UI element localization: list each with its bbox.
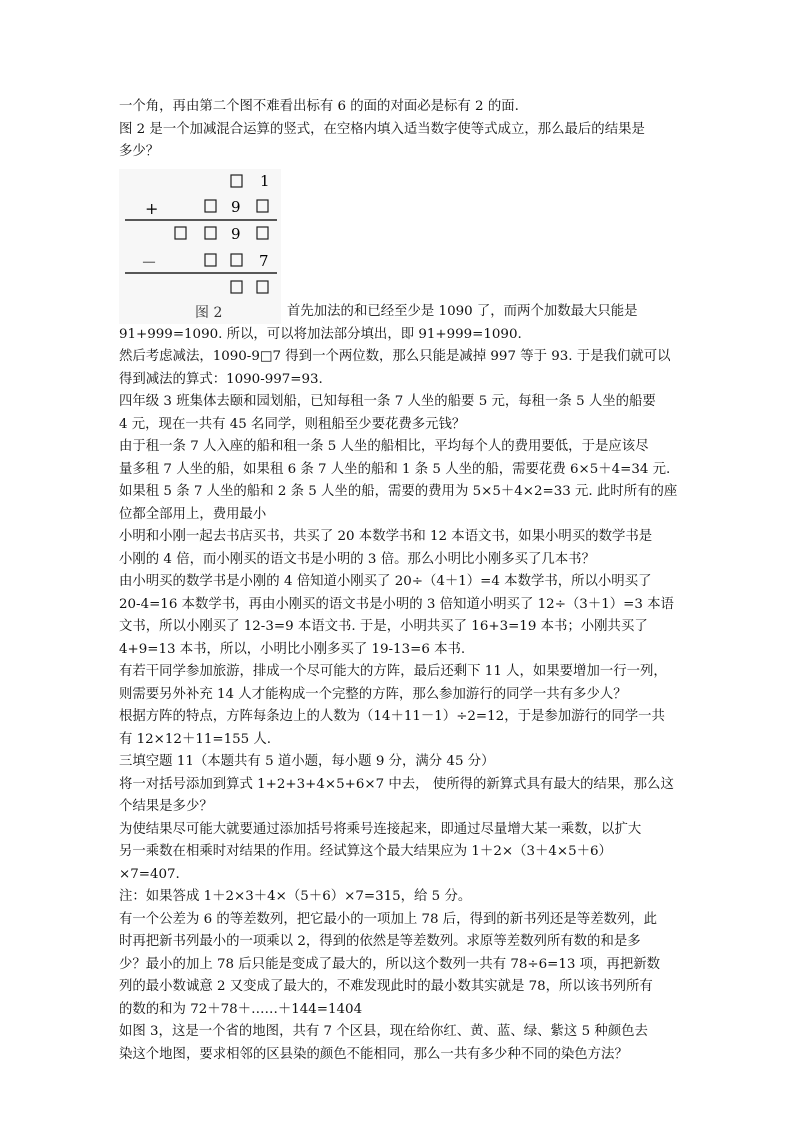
text-line: 四年级 3 班集体去颐和园划船，已知每租一条 7 人坐的船要 5 元，每租一条 5 人坐的船要 (119, 394, 656, 409)
text-lines-after-figure (119, 324, 679, 1067)
text-line: 列的最小数诚意 2 又变成了最大的，不难发现此时的最小数其实就是 78，所以该书列所有 (119, 979, 653, 994)
text-line: 如图 3，这是一个省的地图，共有 7 个区县，现在给你红、黄、蓝、绿、紫这 5 种颜色去 (119, 1024, 648, 1039)
text-line: 少？最小的加上 78 后只能是变成了最大的，所以这个数列一共有 78÷6=13 项，再把新数 (119, 956, 660, 972)
text-line: 多少？ (119, 144, 160, 159)
text-line: 将一对括号添加到算式 1+2+3+4×5+6×7 中去， 使所得的新算式具有最大的结果，那么这 (119, 776, 674, 792)
text-line: 量多租 7 人坐的船，如果租 6 条 7 人坐的船和 1 条 5 人坐的船，需要花费 6×5＋4=34 元. (119, 461, 671, 477)
text-line: 一个角，再由第二个图不难看出标有 6 的面的对面必是标有 2 的面. (119, 99, 519, 114)
text-line: 图 2 是一个加减混合运算的竖式，在空格内填入适当数字使等式成立，那么最后的结果是 (119, 121, 645, 137)
text-line: 小刚的 4 倍，而小刚买的语文书是小明的 3 倍。那么小明比小刚多买了几本书？ (119, 551, 595, 567)
figure-digit: 9 (231, 197, 241, 216)
text-line: 小明和小刚一起去书店买书，共买了 20 本数学书和 12 本语文书，如果小明买的数学书是 (119, 529, 653, 544)
text-line: 位都全部用上，费用最小 (119, 506, 267, 522)
figure-digit: 7 (259, 251, 269, 270)
text-line: 20-4=16 本数学书，再由小刚买的语文书是小明的 3 倍知道小明买了 12÷（3＋1）=3 本语 (119, 596, 674, 612)
text-line: 另一乘数在相乘时对结果的作用。经试算这个最大结果应为 1＋2×（3＋4×5＋6） (119, 844, 612, 859)
text-line: 染这个地图，要求相邻的区县染的颜色不能相同，那么一共有多少种不同的染色方法？ (119, 1046, 628, 1062)
text-line: 个结果是多少？ (119, 799, 213, 814)
text-line: 的数的和为 72＋78＋……＋144=1404 (119, 1001, 363, 1017)
figure-2-vertical-arithmetic (119, 169, 281, 324)
text-line: 有若干同学参加旅游，排成一个尽可能大的方阵，最后还剩下 11 人，如果要增加一行一列， (119, 664, 667, 679)
text-line: 文书，所以小刚买了 12-3=9 本语文书. 于是，小明共买了 16+3=19 本书；小刚共买了 (119, 619, 648, 634)
figure-digit: 1 (260, 171, 270, 190)
text-line: ×7=407. (119, 866, 180, 882)
text-line: 根据方阵的特点，方阵每条边上的人数为（14＋11－1）÷2=12，于是参加游行的同学一共 (119, 709, 665, 724)
figure-minus-sign: － (141, 252, 158, 272)
document-body (119, 96, 679, 1066)
text-line: 三填空题 11（本题共有 5 道小题，每小题 9 分，满分 45 分） (119, 754, 495, 769)
text-line: 4+9=13 本书，所以，小明比小刚多买了 19-13=6 本书. (119, 641, 466, 657)
text-line: 则需要另外补充 14 人才能构成一个完整的方阵，那么参加游行的同学一共有多少人？ (119, 686, 627, 702)
text-line: 然后考虑减法，1090-9□7 得到一个两位数，那么只能是减掉 997 等于 93. 于是我们就可以 (119, 349, 671, 364)
text-line: 得到减法的算式：1090-997=93. (119, 371, 323, 387)
figure-row (119, 169, 679, 324)
text-line: 注：如果答成 1＋2×3＋4×（5＋6）×7=315，给 5 分。 (119, 889, 472, 904)
text-line: 由于租一条 7 人入座的船和租一条 5 人坐的船相比，平均每个人的费用要低，于是应该尽 (119, 439, 649, 454)
text-line: 4 元，现在一共有 45 名同学，则租船至少要花费多元钱？ (119, 416, 466, 432)
text-line: 有一个公差为 6 的等差数列，把它最小的一项加上 78 后，得到的新书列还是等差数列，此 (119, 911, 658, 927)
text-line: 91+999=1090. 所以，可以将加法部分填出，即 91+999=1090. (119, 326, 522, 342)
text-line: 如果租 5 条 7 人坐的船和 2 条 5 人坐的船，需要的费用为 5×5＋4×2=33 元. 此时所有的座 (119, 484, 678, 499)
figure-digit: 9 (231, 224, 241, 243)
figure-caption: 图 2 (195, 304, 223, 321)
figure-side-text: 首先加法的和已经至少是 1090 了，而两个加数最大只能是 (287, 304, 638, 319)
text-line: 由小明买的数学书是小刚的 4 倍知道小刚买了 20÷（4＋1）=4 本数学书，所以小明买了 (119, 574, 652, 589)
text-line: 为使结果尽可能大就要通过添加括号将乘号连接起来，即通过尽量增大某一乘数，以扩大 (119, 821, 642, 837)
figure-plus-sign: + (145, 198, 159, 218)
text-line: 有 12×12＋11=155 人. (119, 731, 272, 747)
text-line: 时再把新书列最小的一项乘以 2，得到的依然是等差数列。求原等差数列所有数的和是多 (119, 934, 641, 949)
